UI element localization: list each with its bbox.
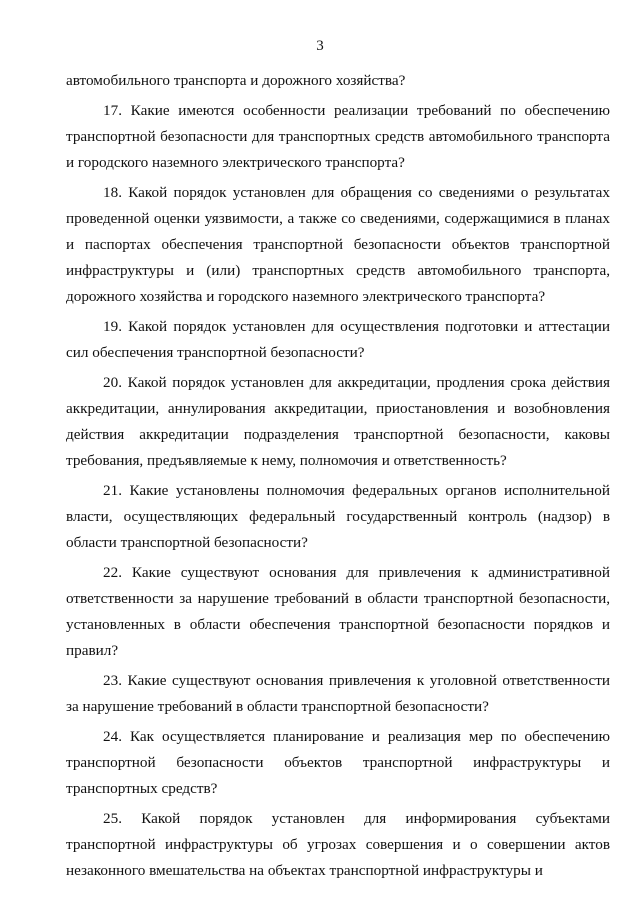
question-18: 18. Какой порядок установлен для обращения со сведениями о результатах проведенной оценки уязвимости, а также со сведениями, содержащимися в планах и паспортах обеспечения транспортной безопасности объектов транспортной инфраструктуры и (или) транспортных средств автомобильного транспорта, дорожного хозяйства и городского наземного электрического транспорта? — [66, 184, 610, 305]
question-24: 24. Как осуществляется планирование и реализация мер по обеспечению транспортной безопасности объектов транспортной инфраструктуры и транспортных средств? — [66, 728, 610, 797]
question-20: 20. Какой порядок установлен для аккредитации, продления срока действия аккредитации, аннулирования аккредитации, приостановления и возобновления действия аккредитации подразделения транспортной безопасности, каковы требования, предъявляемые к нему, полномочия и ответственность? — [66, 374, 610, 469]
question-19: 19. Какой порядок установлен для осуществления подготовки и аттестации сил обеспечения транспортной безопасности? — [66, 318, 610, 361]
document-body — [66, 68, 610, 888]
paragraph-continuation: автомобильного транспорта и дорожного хозяйства? — [66, 72, 406, 89]
page-number: 3 — [316, 38, 324, 54]
question-23: 23. Какие существуют основания привлечения к уголовной ответственности за нарушение требований в области транспортной безопасности? — [66, 672, 610, 715]
question-22: 22. Какие существуют основания для привлечения к административной ответственности за нарушение требований в области транспортной безопасности, установленных в области обеспечения транспортной безопасности порядков и правил? — [66, 564, 610, 659]
question-17: 17. Какие имеются особенности реализации требований по обеспечению транспортной безопасности для транспортных средств автомобильного транспорта и городского наземного электрического транспорта? — [66, 102, 610, 171]
question-21: 21. Какие установлены полномочия федеральных органов исполнительной власти, осуществляющих федеральный государственный контроль (надзор) в области транспортной безопасности? — [66, 482, 610, 551]
question-25: 25. Какой порядок установлен для информирования субъектами транспортной инфраструктуры об угрозах совершения и о совершении актов незаконного вмешательства на объектах транспортной инфраструктуры и — [66, 810, 610, 879]
